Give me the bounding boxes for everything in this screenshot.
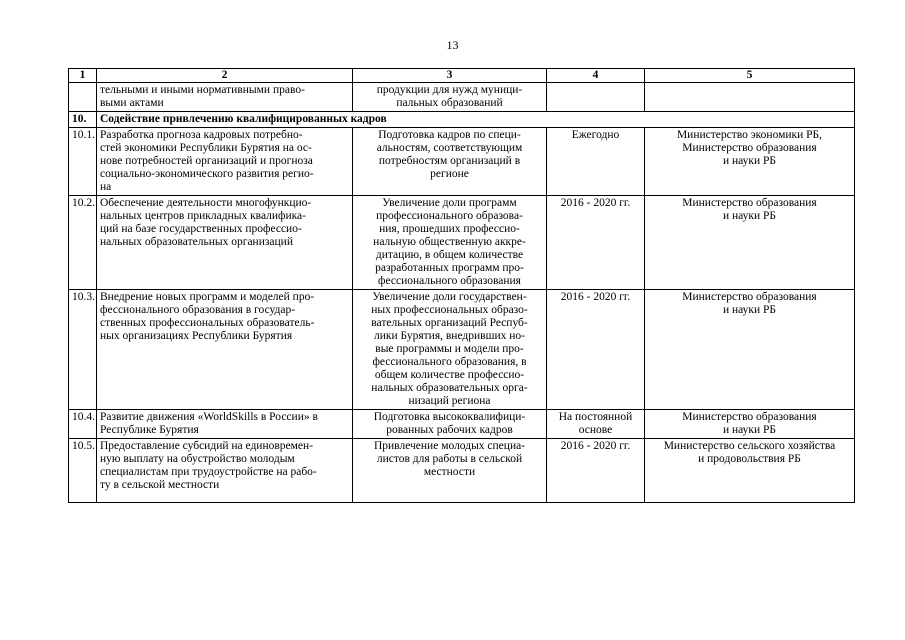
row-executor-cell <box>645 128 855 196</box>
header-col-3: 3 <box>353 69 547 83</box>
executor-line: и науки РБ <box>722 155 777 167</box>
header-col-2: 2 <box>97 69 353 83</box>
executor-line: Министерство образования <box>682 142 817 154</box>
result-line: листов для работы в сельской <box>376 453 523 465</box>
row-measure-cell <box>97 290 353 410</box>
result-line: ния, прошедших профессио- <box>379 223 520 235</box>
executor-line: и продовольствия РБ <box>698 453 801 465</box>
row-executor-cell <box>645 196 855 290</box>
row-result-cell <box>353 196 547 290</box>
row-number-cell <box>69 439 97 503</box>
table-header-row <box>69 69 855 83</box>
result-line: Увеличение доли государствен- <box>372 291 527 303</box>
row-term-cell <box>547 196 645 290</box>
measure-line: фессионального образования в государ- <box>100 304 296 316</box>
result-line: потребностям организаций в <box>378 155 521 167</box>
result-line: разработанных программ про- <box>375 262 524 274</box>
measure-line: Разработка прогноза кадровых потребно- <box>100 129 303 141</box>
header-col-5: 5 <box>645 69 855 83</box>
continuation-number-cell <box>69 83 97 112</box>
row-measure-cell <box>97 439 353 503</box>
term-line: На постоянной <box>558 411 633 423</box>
executor-line: Министерство сельского хозяйства <box>663 440 836 452</box>
result-line: Подготовка кадров по специ- <box>378 129 521 141</box>
row-executor-cell <box>645 410 855 439</box>
executor-line: Министерство образования <box>682 197 817 209</box>
result-line: ных профессиональных образо- <box>371 304 528 316</box>
measure-line: Республике Бурятия <box>100 424 199 436</box>
row-term-cell <box>547 410 645 439</box>
continuation-measure-line: тельными и иными нормативными право- <box>100 84 305 96</box>
row-term-cell <box>547 290 645 410</box>
result-line: общем количестве профессио- <box>374 369 525 381</box>
row-number-cell <box>69 410 97 439</box>
executor-line: Министерство образования <box>682 291 817 303</box>
result-line: вательных организаций Респуб- <box>371 317 528 329</box>
continuation-measure-line: выми актами <box>100 97 164 109</box>
term-line: 2016 - 2020 гг. <box>560 197 631 209</box>
executor-line: и науки РБ <box>722 210 777 222</box>
number-line: 10.5. <box>72 440 95 452</box>
measure-line: на <box>100 181 112 193</box>
row-term-cell <box>547 439 645 503</box>
section-row <box>69 112 855 128</box>
term-line: основе <box>578 424 613 436</box>
row-result-cell <box>353 439 547 503</box>
row-number-cell <box>69 290 97 410</box>
number-line: 10.1. <box>72 129 95 141</box>
row-term-cell <box>547 128 645 196</box>
measure-line: нове потребностей организаций и прогноза <box>100 155 313 167</box>
header-col-4: 4 <box>547 69 645 83</box>
measure-line: Предоставление субсидий на единовремен- <box>100 440 314 452</box>
executor-line: и науки РБ <box>722 424 777 436</box>
measure-line: Развитие движения «WorldSkills в России» в <box>100 411 318 423</box>
term-line: 2016 - 2020 гг. <box>560 440 631 452</box>
header-col-1: 1 <box>69 69 97 83</box>
row-result-cell <box>353 410 547 439</box>
table-row <box>69 290 855 410</box>
row-measure-cell <box>97 196 353 290</box>
continuation-result-line: пальных образований <box>396 97 503 109</box>
table-row <box>69 128 855 196</box>
measure-line: ту в сельской местности <box>100 479 220 491</box>
result-line: нальных образовательных орга- <box>371 382 528 394</box>
result-line: низаций региона <box>408 395 491 407</box>
measure-line: стей экономики Республики Бурятия на ос- <box>100 142 312 154</box>
page-number: 13 <box>446 38 459 52</box>
measure-line: нальных центров прикладных квалифика- <box>100 210 306 222</box>
continuation-result-cell <box>353 83 547 112</box>
measure-line: ственных профессиональных образователь- <box>100 317 315 329</box>
table-row <box>69 196 855 290</box>
number-line: 10.4. <box>72 411 95 423</box>
continuation-term-cell <box>547 83 645 112</box>
row-executor-cell <box>645 439 855 503</box>
measure-line: Внедрение новых программ и моделей про- <box>100 291 315 303</box>
table-rows <box>69 128 855 503</box>
result-line: альностям, соответствующим <box>376 142 523 154</box>
executor-line: и науки РБ <box>722 304 777 316</box>
term-line: Ежегодно <box>571 129 620 141</box>
table-row <box>69 439 855 503</box>
continuation-measure-cell <box>97 83 353 112</box>
section-title: Содействие привлечению квалифицированных кадров <box>97 112 855 128</box>
measure-line: ций на базе государственных профессио- <box>100 223 302 235</box>
result-line: нальную общественную аккре- <box>373 236 526 248</box>
result-line: Увеличение доли программ <box>382 197 517 209</box>
continuation-executor-cell <box>645 83 855 112</box>
number-line: 10.3. <box>72 291 95 303</box>
result-line: Подготовка высококвалифици- <box>373 411 526 423</box>
row-measure-cell <box>97 410 353 439</box>
result-line: местности <box>423 466 476 478</box>
result-line: лики Бурятия, внедривших но- <box>374 330 525 342</box>
row-executor-cell <box>645 290 855 410</box>
result-line: дитацию, в общем количестве <box>375 249 524 261</box>
row-measure-cell <box>97 128 353 196</box>
section-number: 10. <box>69 112 97 128</box>
table-row <box>69 410 855 439</box>
row-result-cell <box>353 290 547 410</box>
measure-line: социально-экономического развития регио- <box>100 168 314 180</box>
continuation-row <box>69 83 855 112</box>
result-line: фессионального образования, в <box>372 356 527 368</box>
result-line: вые программы и модели про- <box>375 343 524 355</box>
measure-line: ных организациях Республики Бурятия <box>100 330 293 342</box>
measure-line: ную выплату на обустройство молодым <box>100 453 295 465</box>
row-number-cell <box>69 196 97 290</box>
measure-line: Обеспечение деятельности многофункцио- <box>100 197 312 209</box>
row-number-cell <box>69 128 97 196</box>
measures-table <box>68 68 855 503</box>
result-line: фессионального образования <box>378 275 521 287</box>
measure-line: специалистам при трудоустройстве на рабо- <box>100 466 317 478</box>
executor-line: Министерство образования <box>682 411 817 423</box>
continuation-result-line: продукции для нужд муници- <box>376 84 523 96</box>
result-line: Привлечение молодых специа- <box>373 440 526 452</box>
measure-line: нальных образовательных организаций <box>100 236 293 248</box>
number-line: 10.2. <box>72 197 95 209</box>
row-result-cell <box>353 128 547 196</box>
term-line: 2016 - 2020 гг. <box>560 291 631 303</box>
result-line: профессионального образова- <box>376 210 523 222</box>
result-line: рованных рабочих кадров <box>386 424 513 436</box>
result-line: регионе <box>430 168 469 180</box>
executor-line: Министерство экономики РБ, <box>676 129 823 141</box>
